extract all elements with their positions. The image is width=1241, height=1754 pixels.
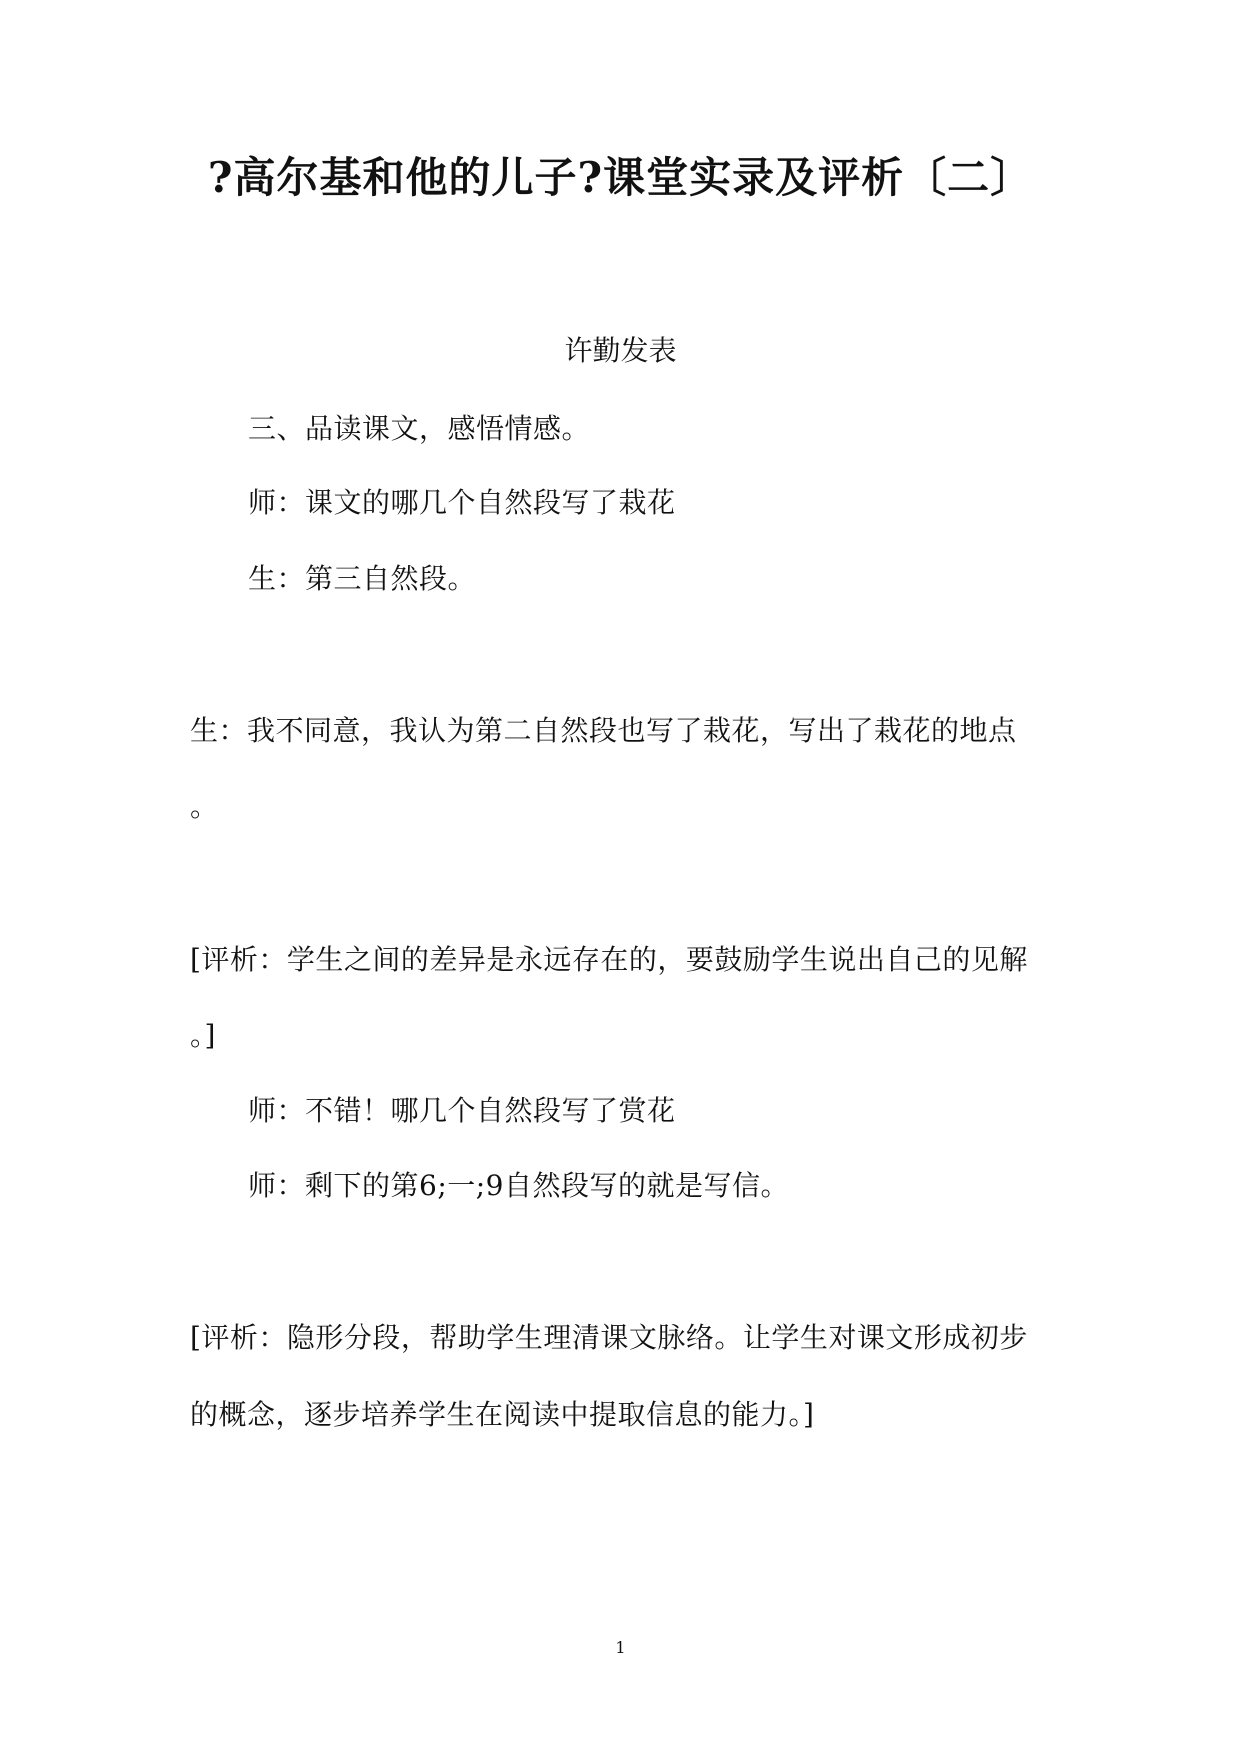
page-number: 1	[615, 1638, 626, 1657]
commentary-line-continuation: 。]	[190, 1019, 216, 1052]
dialogue-line: 师：不错！哪几个自然段写了赏花	[248, 1094, 676, 1127]
dialogue-line: 生：我不同意，我认为第二自然段也写了栽花，写出了栽花的地点	[190, 714, 1017, 747]
author-line: 许勤发表	[564, 334, 677, 367]
dialogue-line-continuation: 。	[190, 790, 219, 823]
commentary-line-continuation: 的概念，逐步培养学生在阅读中提取信息的能力。]	[190, 1398, 815, 1431]
document-title: ?高尔基和他的儿子?课堂实录及评析〔二〕	[207, 153, 1034, 202]
section-heading: 三、品读课文，感悟情感。	[248, 412, 591, 445]
commentary-line: [评析：学生之间的差异是永远存在的，要鼓励学生说出自己的见解	[190, 943, 1028, 976]
dialogue-line: 生：第三自然段。	[248, 562, 477, 595]
dialogue-line: 师：课文的哪几个自然段写了栽花	[248, 486, 676, 519]
dialogue-line: 师：剩下的第6;一;9自然段写的就是写信。	[248, 1169, 789, 1202]
commentary-line: [评析：隐形分段，帮助学生理清课文脉络。让学生对课文形成初步	[190, 1321, 1028, 1354]
